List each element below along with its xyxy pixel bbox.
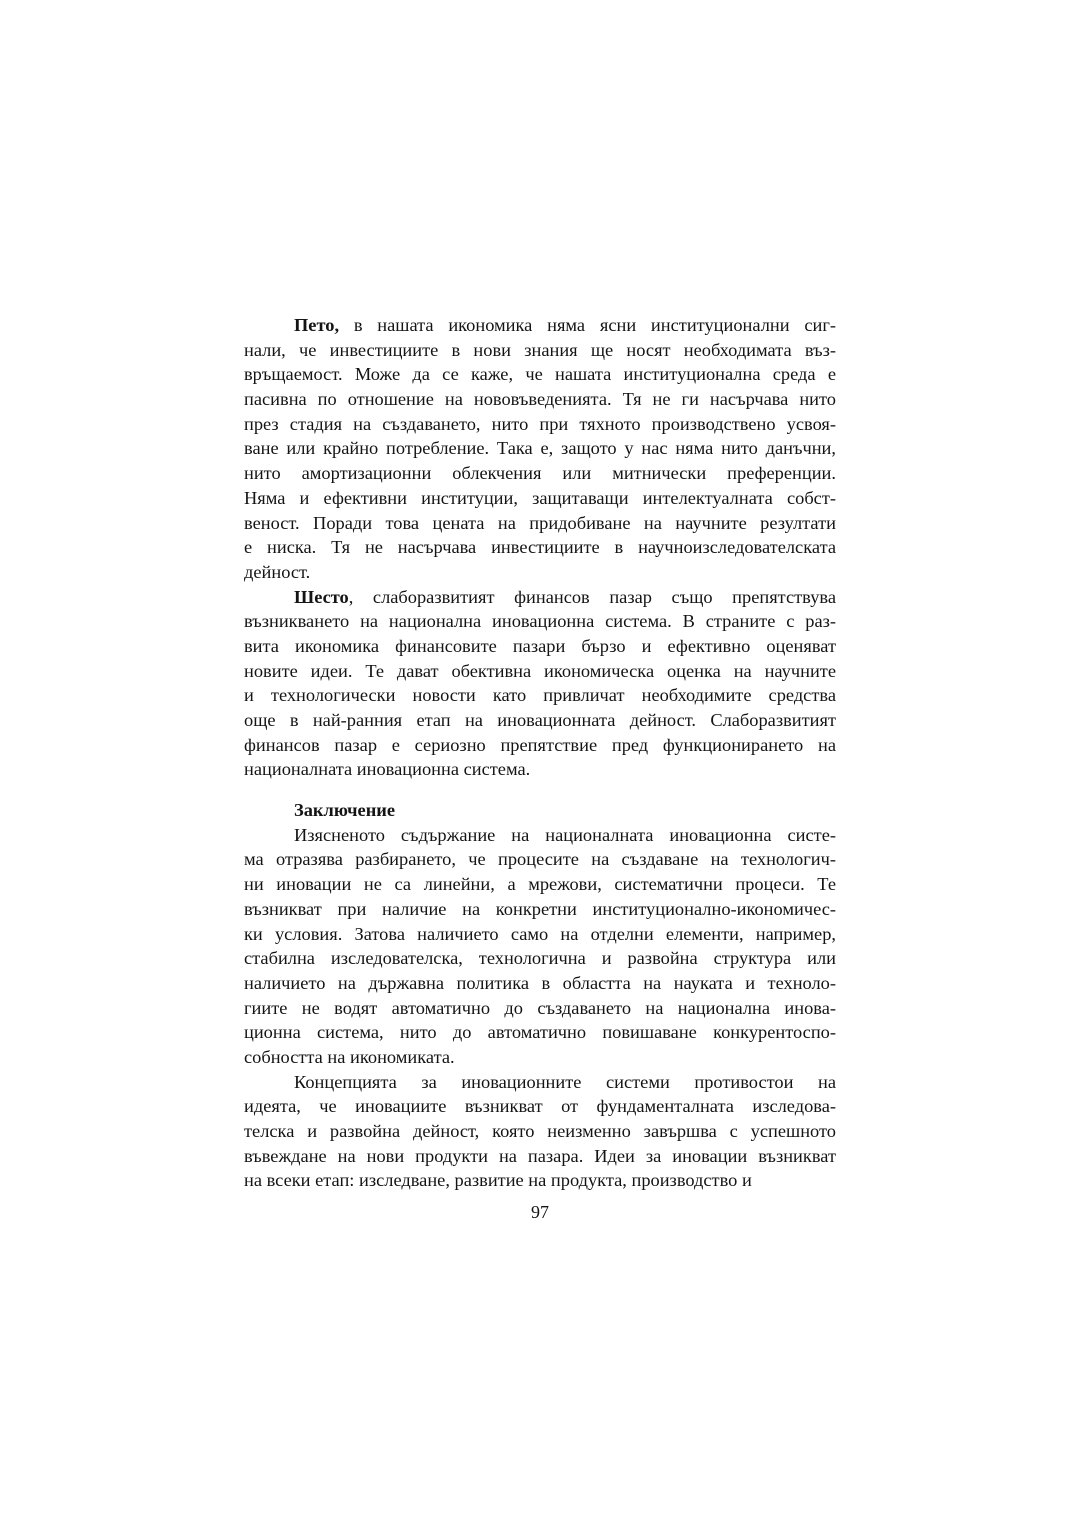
text-line: ма отразява разбирането, че процесите на създаване на технологич- xyxy=(244,849,836,870)
text-line: наличието на държавна политика в областта на науката и техноло- xyxy=(244,972,836,993)
text-line: въвеждане на нови продукти на пазара. Идеи за иновации възникват xyxy=(244,1145,836,1166)
text-line: националната иновационна система. xyxy=(244,759,531,780)
text-line: е ниска. Тя не насърчава инвестициите в научноизследователската xyxy=(244,537,836,558)
section-heading: Заключение xyxy=(294,800,396,821)
text-line: Шесто, слаборазвитият финансов пазар също препятствува xyxy=(294,586,836,607)
text-line: Няма и ефективни институции, защитаващи интелектуалната собст- xyxy=(244,487,836,508)
text-line: пасивна по отношение на нововъведенията. Тя не ги насърчава нито xyxy=(244,389,836,410)
text-line: дейност. xyxy=(244,561,311,582)
paragraph xyxy=(244,585,836,783)
text-line: идеята, че иновациите възникват от фундаменталната изследова- xyxy=(244,1096,836,1117)
text-line: през стадия на създаването, нито при тяхното производствено усвоя- xyxy=(244,413,836,434)
text-line: нито амортизационни облекчения или митнически преференции. xyxy=(244,463,836,484)
text-line: финансов пазар е сериозно препятствие пред функционирането на xyxy=(244,734,836,755)
text-line: веност. Поради това цената на придобиване на научните резултати xyxy=(244,512,836,533)
text-line: собността на икономиката. xyxy=(244,1046,455,1067)
text-line: стабилна изследователска, технологична и развойна структура или xyxy=(244,948,836,969)
text-line: Изясненото съдържание на националната иновационна систе- xyxy=(294,824,836,845)
paragraph-lead: Шесто xyxy=(294,586,349,607)
text-line: още в най-ранния етап на иновационната дейност. Слаборазвитият xyxy=(244,710,836,730)
paragraph xyxy=(244,1070,836,1193)
text-line: нали, че инвестициите в нови знания ще носят необходимата въз- xyxy=(244,339,836,360)
text-line: новите идеи. Те дават обективна икономическа оценка на научните xyxy=(244,660,836,681)
text-line: връщаемост. Може да се каже, че нашата институционална среда е xyxy=(244,364,836,385)
text-line: и технологически новости като привличат необходимите средства xyxy=(244,685,836,706)
page-number: 97 xyxy=(531,1202,549,1222)
paragraph xyxy=(244,823,836,1070)
text-line: вита икономика финансовите пазари бързо и ефективно оценяват xyxy=(244,635,836,656)
text-line: възникването на национална иновационна система. В страните с раз- xyxy=(244,611,836,632)
text-block xyxy=(244,313,836,1193)
text-line: гиите не водят автоматично до създаването на национална инова- xyxy=(244,997,836,1018)
text-line: ни иновации не са линейни, а мрежови, систематични процеси. Те xyxy=(244,874,836,895)
text-line: ки условия. Затова наличието само на отделни елементи, например, xyxy=(244,923,836,944)
text-line: Пето, в нашата икономика няма ясни институционални сиг- xyxy=(294,315,836,335)
text-line: на всеки етап: изследване, развитие на продукта, производство и xyxy=(244,1170,752,1191)
text-line: Концепцията за иновационните системи противостои на xyxy=(294,1071,836,1092)
paragraph xyxy=(244,313,836,585)
text-line: телска и развойна дейност, която неизменно завършва с успешното xyxy=(244,1121,836,1141)
paragraph-lead: Пето, xyxy=(294,315,340,335)
text-line: възникват при наличие на конкретни институционално-икономичес- xyxy=(244,898,836,919)
text-line: ване или крайно потребление. Така е, защото у нас няма нито данъчни, xyxy=(244,438,836,459)
text-line: ционна система, нито до автоматично повишаване конкурентоспо- xyxy=(244,1022,836,1043)
